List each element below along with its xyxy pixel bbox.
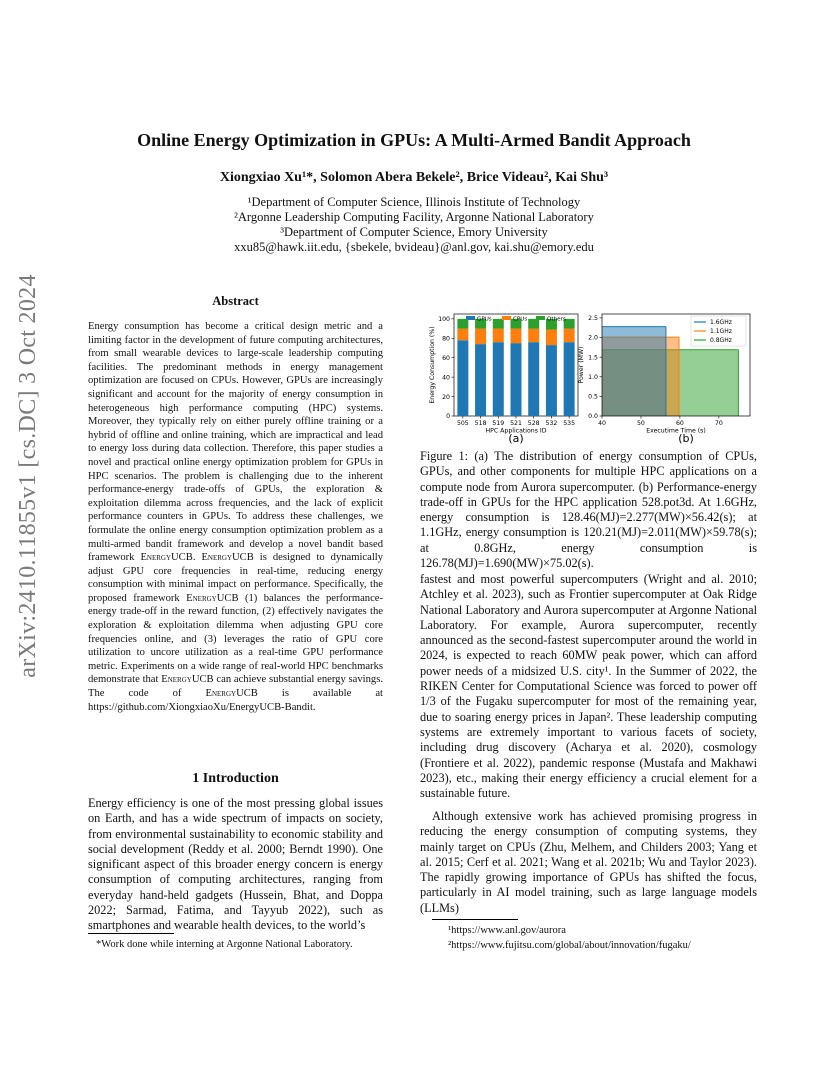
bar-cpus-532 bbox=[546, 330, 557, 346]
intro-paragraph: Energy efficiency is one of the most pressing global issues on Earth, and has a wide spectrum of impacts on society, from environmental sustainability to economic stability and social development (Reddy et al. 2000; Berndt 1990). One significant aspect of this broader energy concern is energy consumption of computing architectures, ranging from everyday hand-held gadgets (Hussein, Bhat, and Doppa 2022; Sarmad, Fatima, and Tayyub 2022), such as smartphones and wearable health devices, to the world’s bbox=[88, 796, 383, 933]
chart-power-time bbox=[572, 306, 762, 444]
footnote-right-2: ²https://www.fujitsu.com/global/about/innovation/fugaku/ bbox=[448, 940, 691, 951]
footnote-rule bbox=[88, 933, 174, 934]
figure-caption: Figure 1: (a) The distribution of energy consumption of CPUs, GPUs, and other components for multiple HPC applications on a compute node from Aurora supercomputer. (b) Performance-energy trade-off in GPUs for the HPC application 528.pot3d. At 1.6GHz, energy consumption is 128.46(MJ)=2.277(MW)×56.42(s); at 1.1GHz, energy consumption is 120.21(MJ)=2.011(MW)×59.78(s); at 0.8GHz, energy consumption is 126.78(MJ)=1.690(MW)×75.02(s). bbox=[420, 449, 757, 571]
x-tick-label-532: 532 bbox=[545, 420, 558, 427]
y-axis-label-a: Energy Consumption (%) bbox=[429, 326, 436, 404]
x-tick-label-519: 519 bbox=[492, 420, 505, 427]
legend-swatch-others bbox=[536, 316, 545, 320]
abstract-heading: Abstract bbox=[212, 294, 259, 308]
x-axis-label-a: HPC Applications ID bbox=[485, 427, 547, 435]
x-tick-label-b: 70 bbox=[714, 420, 723, 427]
y-tick-label-a: 0 bbox=[446, 413, 450, 421]
y-tick-label-a: 40 bbox=[442, 374, 450, 382]
x-tick-label-b: 40 bbox=[598, 420, 606, 427]
panel-label-a: (a) bbox=[508, 432, 524, 444]
bar-gpus-519 bbox=[493, 342, 504, 416]
affiliation-3: ³Department of Computer Science, Emory University bbox=[280, 225, 548, 239]
y-tick-label-b: 2.0 bbox=[588, 334, 598, 342]
y-tick-label-b: 1.0 bbox=[588, 373, 598, 381]
x-tick-label-518: 518 bbox=[474, 420, 487, 427]
right-paragraph-2: Although extensive work has achieved promising progress in reducing the energy consumption of computing systems, they mainly target on CPUs (Zhu, Melhem, and Childers 2003; Yang et al. 2015; Cerf et al. 2021; Wang et al. 2021b; Wu and Taylor 2023). The rapidly growing importance of GPUs has shifted the focus, particularly in AI model training, such as large language models (LLMs) bbox=[420, 809, 757, 915]
y-tick-label-a: 20 bbox=[442, 393, 450, 401]
bar-cpus-519 bbox=[493, 329, 504, 343]
section-heading-introduction: 1 Introduction bbox=[192, 771, 279, 786]
y-tick-label-a: 100 bbox=[438, 316, 450, 324]
area-1.6GHz bbox=[602, 327, 666, 416]
y-tick-label-b: 0.0 bbox=[588, 413, 598, 421]
legend-label-1.6GHz: 1.6GHz bbox=[710, 319, 732, 327]
abstract-text: Energy consumption has become a critical design metric and a limiting factor in the development of future computing architectures, from small wearable devices to large-scale leadership computing facilities. The predominant methods in energy management optimization are focused on CPUs. However, GPUs are increasingly significant and account for the majority of energy consumption in heterogeneous high performance computing (HPC) systems. Moreover, they typically rely on either purely offline training or a hybrid of offline and online training, which are impractical and lead to energy loss during data collection. Therefore, this paper studies a novel and practical online energy optimization problem for GPUs in HPC scenarios. The problem is challenging due to the inherent performance-energy trade-offs of GPUs, the exploration & exploitation dilemma across frequencies, and the lack of explicit performance counters in GPUs. To address these challenges, we formulate the online energy consumption optimization problem as a multi-armed bandit framework and develop a novel bandit based framework EnergyUCB. EnergyUCB is designed to dynamically adjust GPU core frequencies in real-time, reducing energy consumption with minimal impact on performance. Specifically, the proposed framework EnergyUCB (1) balances the performance-energy trade-off in the reward function, (2) effectively navigates the exploration & exploitation dilemma when adjusting GPU core frequencies online, and (3) leverages the ratio of GPU core utilization to uncore utilization as a real-time GPU performance metric. Experiments on a wide range of real-world HPC benchmarks demonstrate that EnergyUCB can achieve substantial energy savings. The code of EnergyUCB is available at https://github.com/XiongxiaoXu/EnergyUCB-Bandit. bbox=[88, 321, 384, 713]
affiliation-1: ¹Department of Computer Science, Illinois Institute of Technology bbox=[247, 195, 581, 209]
legend-swatch-cpus bbox=[502, 316, 511, 320]
paper-title: Online Energy Optimization in GPUs: A Multi-Armed Bandit Approach bbox=[137, 130, 691, 150]
bar-cpus-521 bbox=[511, 329, 522, 344]
x-tick-label-505: 505 bbox=[456, 420, 469, 427]
x-tick-label-521: 521 bbox=[510, 420, 522, 427]
bar-others-505 bbox=[457, 319, 468, 329]
chart-energy-distribution bbox=[418, 306, 586, 444]
bar-others-519 bbox=[493, 319, 504, 329]
footnote-right-1: ¹https://www.anl.gov/aurora bbox=[448, 925, 566, 936]
bar-gpus-528 bbox=[528, 342, 539, 416]
y-tick-label-a: 80 bbox=[442, 335, 450, 343]
panel-label-b: (b) bbox=[678, 432, 694, 444]
legend-swatch-gpus bbox=[466, 316, 475, 320]
x-tick-label-b: 60 bbox=[675, 420, 684, 427]
bar-others-528 bbox=[528, 319, 539, 329]
y-tick-label-b: 2.5 bbox=[588, 315, 598, 323]
y-axis-label-b: Power (MW) bbox=[578, 346, 585, 384]
legend-label-0.8GHz: 0.8GHz bbox=[710, 337, 732, 345]
y-tick-label-b: 0.5 bbox=[588, 393, 598, 401]
legend-label-cpus: CPUs bbox=[513, 316, 528, 323]
right-paragraph-1: fastest and most powerful supercomputers (Wright and al. 2010; Atchley et al. 2023), such as Frontier supercomputer at Oak Ridge National Laboratory and Aurora supercomputer at Argonne National Laboratory. For example, Aurora supercomputer, recently announced as the second-fastest supercomputer around the world in 2024, is expected to reach 60MW peak power, which can afford power needs of a midsized U.S. city¹. In the Summer of 2022, the RIKEN Center for Computational Science was forced to power off 1/3 of the Fugaku supercomputer for most of the remaining year, due to soaring energy prices in Japan². These leadership computing systems are extremely important to various facets of society, including drug discovery (Acharya et al. 2020), cosmology (Frontiere et al. 2022), pandemic response (Mustafa and Makhawi 2023), etc., making their energy efficiency a crucial element for a sustainable future. bbox=[420, 572, 757, 801]
x-tick-label-b: 50 bbox=[637, 420, 645, 427]
bar-cpus-518 bbox=[475, 329, 486, 345]
author-list: Xiongxiao Xu¹*, Solomon Abera Bekele², Brice Videau², Kai Shu³ bbox=[219, 170, 609, 185]
footnote-rule-right bbox=[432, 919, 518, 920]
affiliation-2: ²Argonne Leadership Computing Facility, Argonne National Laboratory bbox=[234, 210, 594, 224]
bar-gpus-518 bbox=[475, 344, 486, 416]
bar-cpus-528 bbox=[528, 329, 539, 343]
y-tick-label-a: 60 bbox=[442, 354, 450, 362]
arxiv-identifier: arXiv:2410.11855v1 [cs.DC] 3 Oct 2024 bbox=[15, 274, 41, 678]
legend-label-others: Others bbox=[547, 316, 566, 323]
footnote-left: *Work done while interning at Argonne National Laboratory. bbox=[96, 939, 353, 950]
y-tick-label-b: 1.5 bbox=[588, 354, 598, 362]
x-axis-label-b: Executime Time (s) bbox=[646, 427, 706, 435]
bar-cpus-505 bbox=[457, 329, 468, 341]
legend-label-gpus: GPUs bbox=[477, 316, 492, 323]
bar-gpus-505 bbox=[457, 340, 468, 416]
x-tick-label-528: 528 bbox=[527, 420, 540, 427]
legend-label-1.1GHz: 1.1GHz bbox=[710, 328, 732, 336]
bar-gpus-532 bbox=[546, 345, 557, 416]
x-tick-label-535: 535 bbox=[563, 420, 576, 427]
bar-gpus-521 bbox=[511, 343, 522, 416]
author-emails: xxu85@hawk.iit.edu, {sbekele, bvideau}@anl.gov, kai.shu@emory.edu bbox=[234, 240, 594, 254]
